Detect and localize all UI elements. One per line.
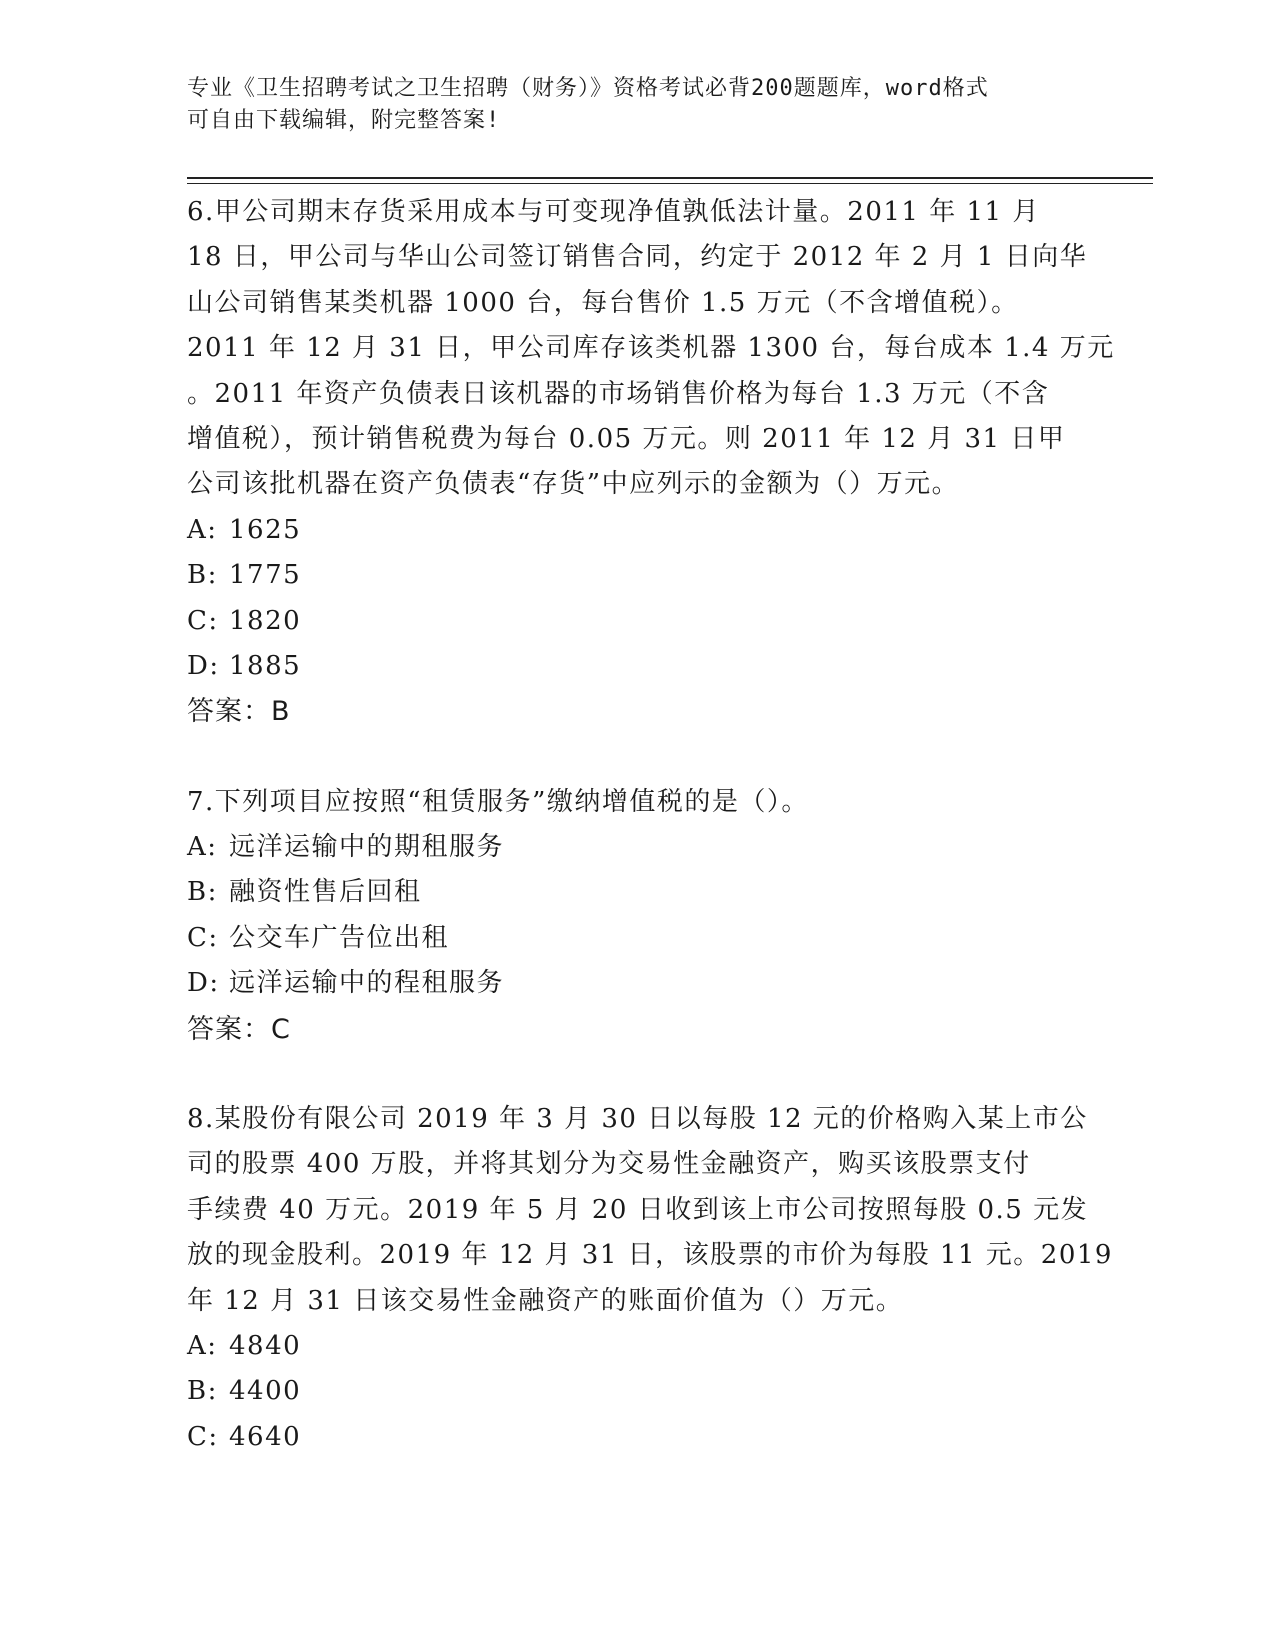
option-c [187, 599, 1087, 644]
option-text: 4400 [229, 1376, 302, 1407]
option-label: A: [187, 1330, 218, 1361]
option-d [187, 961, 1087, 1006]
option-text: 4840 [229, 1330, 302, 1361]
question-block [187, 1097, 1113, 1460]
option-a [187, 1324, 1087, 1369]
option-a [187, 825, 1087, 870]
option-d [187, 644, 1087, 689]
header-rule-thin [187, 183, 1153, 184]
option-text: 融资性售后回租 [229, 877, 422, 908]
question-text-line: 增值税），预计销售税费为每台 0.05 万元。则 2011 年 12 月 31 日甲 [187, 423, 1066, 454]
answer-line: 答案：B [187, 696, 291, 728]
question-text-line: 2011 年 12 月 31 日，甲公司库存该类机器 1300 台，每台成本 1.4 万元 [187, 333, 1115, 364]
question-text-line: 6.甲公司期末存货采用成本与可变现净值孰低法计量。2011 年 11 月 [187, 197, 1040, 227]
option-label: A: [187, 514, 218, 545]
question-block [187, 780, 1087, 1052]
header-line-2: 可自由下载编辑，附完整答案! [187, 108, 501, 133]
question-text-line: 公司该批机器在资产负债表“存货”中应列示的金额为（）万元。 [187, 469, 960, 500]
option-c [187, 1415, 1087, 1460]
header-line-1: 专业《卫生招聘考试之卫生招聘（财务）》资格考试必背200题题库，word格式 [187, 76, 989, 101]
question-text-line: 8.某股份有限公司 2019 年 3 月 30 日以每股 12 元的价格购入某上市公 [187, 1104, 1088, 1135]
option-label: D: [187, 650, 220, 681]
question-text-line: 手续费 40 万元。2019 年 5 月 20 日收到该上市公司按照每股 0.5 元发 [187, 1194, 1089, 1225]
question-text-line: 年 12 月 31 日该交易性金融资产的账面价值为（）万元。 [187, 1285, 904, 1316]
question-text-line: 山公司销售某类机器 1000 台，每台售价 1.5 万元（不含增值税）。 [187, 287, 1019, 318]
question-text-line: 18 日，甲公司与华山公司签订销售合同，约定于 2012 年 2 月 1 日向华 [187, 242, 1088, 273]
option-text: 远洋运输中的程租服务 [229, 968, 505, 999]
option-b [187, 553, 1087, 598]
option-label: C: [187, 1421, 219, 1452]
option-label: B: [187, 1376, 218, 1407]
option-text: 1820 [229, 605, 302, 636]
question-list [187, 190, 1115, 1460]
option-label: D: [187, 968, 220, 999]
question-text-line: 司的股票 400 万股，并将其划分为交易性金融资产，购买该股票支付 [187, 1149, 1031, 1180]
question-text-line: 7.下列项目应按照“租赁服务”缴纳增值税的是（）。 [187, 786, 809, 817]
header-rule-thick [187, 177, 1153, 179]
question-block [187, 190, 1115, 735]
option-label: A: [187, 832, 218, 863]
option-b [187, 1369, 1087, 1414]
question-text-line: 放的现金股利。2019 年 12 月 31 日，该股票的市价为每股 11 元。2019 [187, 1240, 1113, 1271]
option-label: B: [187, 560, 218, 591]
option-label: B: [187, 877, 218, 908]
option-text: 1625 [229, 514, 302, 545]
option-text: 公交车广告位出租 [229, 922, 450, 953]
option-label: C: [187, 605, 219, 636]
option-text: 远洋运输中的期租服务 [229, 832, 505, 863]
spacer [187, 735, 1087, 780]
question-text-line: 。2011 年资产负债表日该机器的市场销售价格为每台 1.3 万元（不含 [187, 378, 1050, 409]
option-b [187, 870, 1087, 915]
document-header [187, 73, 1087, 137]
option-c [187, 916, 1087, 961]
spacer [187, 1052, 1087, 1097]
option-a [187, 508, 1087, 553]
answer-line: 答案：C [187, 1013, 291, 1045]
option-text: 1885 [229, 650, 302, 681]
option-text: 1775 [229, 560, 302, 591]
option-label: C: [187, 922, 219, 953]
option-text: 4640 [229, 1421, 302, 1452]
